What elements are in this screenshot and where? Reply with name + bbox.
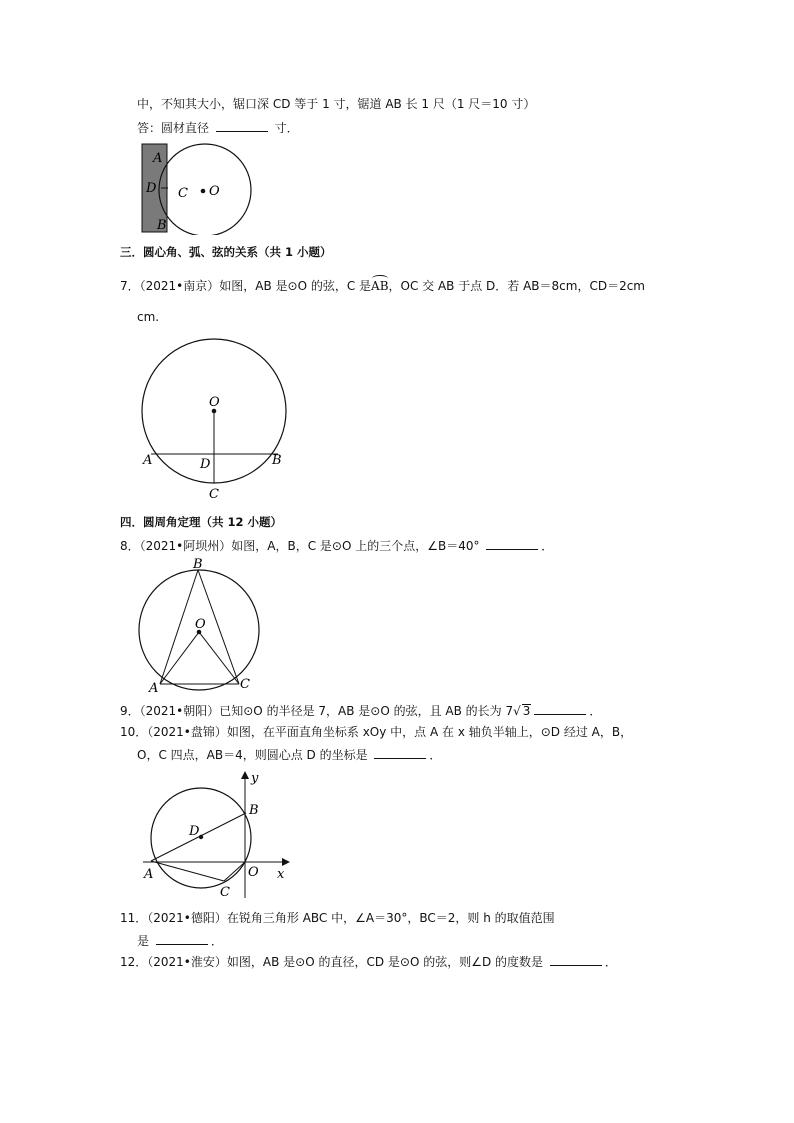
figure-q6-circle-log <box>135 140 265 235</box>
label-d: D <box>146 181 157 196</box>
q6-answer-line <box>137 119 299 136</box>
segment-ab <box>160 570 198 684</box>
q9-text-line <box>120 702 601 719</box>
q7-text-part2: ，OC 交 AB 于点 D．若 AB＝8cm，CD＝2cm <box>388 279 645 293</box>
label-o: O <box>209 184 220 199</box>
q7-arc-ab: AB <box>371 279 389 293</box>
q9-sqrt-value: 3 <box>522 704 531 718</box>
q7-text-line2: cm. <box>137 310 160 324</box>
q12-end: ． <box>604 955 617 969</box>
label-a: A <box>149 681 159 696</box>
q8-text: 8．（2021•阿坝州）如图，A，B，C 是⊙O 上的三个点，∠B＝40° <box>120 539 480 553</box>
segment-oc <box>199 632 239 684</box>
section-4-heading: 四．圆周角定理（共 12 小题） <box>120 515 283 529</box>
segment-ac <box>151 861 224 881</box>
log-circle <box>159 144 251 235</box>
q12-text-line <box>120 953 617 970</box>
q7-text-line <box>120 278 645 294</box>
label-c: C <box>220 885 230 900</box>
label-a: A <box>153 151 163 166</box>
sqrt-symbol: √ <box>513 704 521 718</box>
label-c: C <box>209 487 219 502</box>
q6-answer-blank[interactable] <box>216 119 268 132</box>
q8-answer-blank[interactable] <box>486 537 538 550</box>
label-a: A <box>143 453 153 468</box>
label-d: D <box>200 457 211 472</box>
label-o: O <box>195 617 206 632</box>
label-x: x <box>277 867 285 882</box>
q11-text-line: 11．（2021•德阳）在锐角三角形 ABC 中，∠A＝30°，BC＝2，则 h 的取值范围 <box>120 911 555 925</box>
q9-answer-blank[interactable] <box>534 702 586 715</box>
label-c: C <box>240 677 250 692</box>
label-o: O <box>209 395 220 410</box>
label-o: O <box>248 865 259 880</box>
q10-answer-blank[interactable] <box>374 746 426 759</box>
center-point-o <box>201 189 206 194</box>
segment-co <box>224 862 245 881</box>
q11-end: ． <box>210 934 223 948</box>
q12-answer-blank[interactable] <box>550 953 602 966</box>
q8-text-line <box>120 537 553 554</box>
q8-end: ． <box>541 539 554 553</box>
q11-text-line2 <box>137 932 223 949</box>
figure-q7-circle <box>135 320 300 505</box>
q10-text-line2 <box>137 746 441 763</box>
label-b: B <box>157 218 167 233</box>
q9-text: 9．（2021•朝阳）已知⊙O 的半径是 7，AB 是⊙O 的弦，且 AB 的长为 7 <box>120 704 514 718</box>
figure-q8-circle <box>135 556 265 696</box>
q9-end: ． <box>589 704 602 718</box>
q11-text: 是 <box>137 934 150 948</box>
q7-text-part1: 7．（2021•南京）如图，AB 是⊙O 的弦，C 是 <box>120 279 372 293</box>
q6-answer-label: 答：圆材直径 <box>137 121 210 135</box>
q10-end: ． <box>429 748 442 762</box>
q10-text: O，C 四点，AB＝4，则圆心点 D 的坐标是 <box>137 748 368 762</box>
segment-oa <box>160 632 199 684</box>
q10-text-line: 10．（2021•盘锦）如图，在平面直角坐标系 xOy 中，点 A 在 x 轴负半轴上，⊙D 经过 A，B， <box>120 725 633 739</box>
label-b: B <box>272 453 282 468</box>
label-d: D <box>189 824 200 839</box>
q6-text-line: 中，不知其大小，锯口深 CD 等于 1 寸，锯道 AB 长 1 尺（1 尺＝10 寸） <box>137 97 536 111</box>
label-c: C <box>178 186 188 201</box>
section-3-heading: 三．圆心角、弧、弦的关系（共 1 小题） <box>120 245 332 259</box>
q12-text: 12．（2021•淮安）如图，AB 是⊙O 的直径，CD 是⊙O 的弦，则∠D 的度数是 <box>120 955 544 969</box>
q11-answer-blank[interactable] <box>156 932 208 945</box>
figure-q10-coordinate-circle <box>138 768 298 903</box>
q6-answer-unit: 寸． <box>274 121 299 135</box>
label-a: A <box>144 867 154 882</box>
center-point-d <box>199 835 203 839</box>
label-b: B <box>193 557 203 572</box>
label-y: y <box>251 771 259 786</box>
label-b: B <box>249 803 259 818</box>
